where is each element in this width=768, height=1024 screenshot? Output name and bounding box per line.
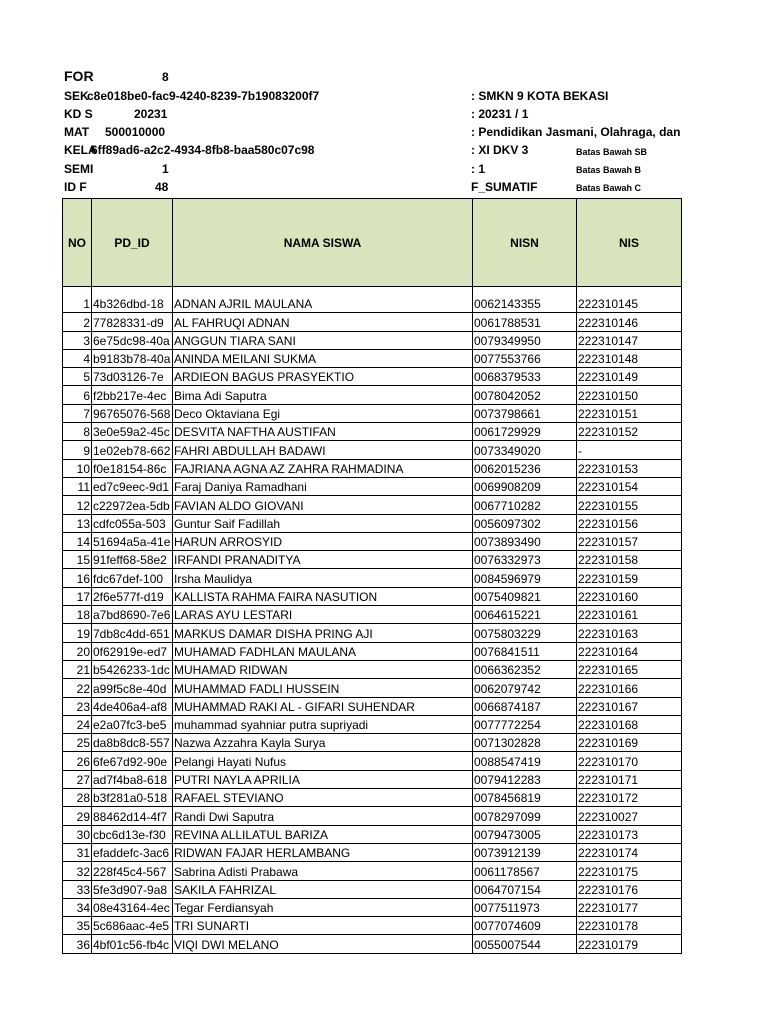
cell-pd-id: 51694a5a-41e [92, 532, 173, 550]
cell-nisn: 0073349020 [473, 441, 577, 459]
cell-nisn: 0075803229 [473, 624, 577, 642]
cell-no: 34 [63, 898, 92, 916]
cell-nisn: 0077074609 [473, 917, 577, 935]
cell-nis: 222310147 [577, 331, 682, 349]
cell-nisn: 0062143355 [473, 295, 577, 313]
column-header-nama-siswa: NAMA SISWA [173, 199, 473, 287]
cell-nisn: 0078042052 [473, 386, 577, 404]
cell-nis: 222310148 [577, 349, 682, 367]
cell-nama-siswa: PUTRI NAYLA APRILIA [173, 770, 473, 788]
cell-pd-id: cdfc055a-503 [92, 514, 173, 532]
cell-no: 13 [63, 514, 92, 532]
header-subject: : Pendidikan Jasmani, Olahraga, dan [471, 125, 681, 139]
cell-pd-id: 1e02eb78-662 [92, 441, 173, 459]
cell-no: 11 [63, 477, 92, 495]
cell-nisn: 0073893490 [473, 532, 577, 550]
header-form-type: F_SUMATIF [471, 180, 538, 194]
cell-nama-siswa: IRFANDI PRANADITYA [173, 551, 473, 569]
cell-nis: 222310164 [577, 642, 682, 660]
cell-no: 7 [63, 404, 92, 422]
header-class-name: : XI DKV 3 [471, 143, 529, 157]
cell-pd-id: 5c686aac-4e5 [92, 917, 173, 935]
cell-nama-siswa: RAFAEL STEVIANO [173, 789, 473, 807]
table-row [63, 770, 682, 788]
cell-nisn: 0061788531 [473, 313, 577, 331]
cell-no: 12 [63, 496, 92, 514]
header-period: : 20231 / 1 [471, 107, 529, 121]
header-label-form: FOR [64, 68, 94, 84]
cell-no: 36 [63, 935, 92, 953]
cell-nama-siswa: LARAS AYU LESTARI [173, 606, 473, 624]
cell-nisn: 0077553766 [473, 349, 577, 367]
cell-no: 30 [63, 825, 92, 843]
cell-nis: 222310168 [577, 715, 682, 733]
cell-no: 31 [63, 843, 92, 861]
cell-nama-siswa: RIDWAN FAJAR HERLAMBANG [173, 843, 473, 861]
spacer-cell [92, 287, 173, 296]
cell-pd-id: a7bd8690-7e6 [92, 606, 173, 624]
cell-pd-id: c22972ea-5db [92, 496, 173, 514]
cell-nis: 222310172 [577, 789, 682, 807]
cell-nisn: 0071302828 [473, 734, 577, 752]
cell-no: 9 [63, 441, 92, 459]
column-header-nisn: NISN [473, 199, 577, 287]
table-row [63, 423, 682, 441]
batas-bawah-sb: Batas Bawah SB [576, 147, 648, 157]
cell-nisn: 0073798661 [473, 404, 577, 422]
cell-nama-siswa: Sabrina Adisti Prabawa [173, 862, 473, 880]
cell-nama-siswa: FAHRI ABDULLAH BADAWI [173, 441, 473, 459]
cell-no: 14 [63, 532, 92, 550]
cell-nama-siswa: MARKUS DAMAR DISHA PRING AJI [173, 624, 473, 642]
cell-pd-id: cbc6d13e-f30 [92, 825, 173, 843]
cell-nama-siswa: Randi Dwi Saputra [173, 807, 473, 825]
cell-nisn: 0062015236 [473, 459, 577, 477]
cell-pd-id: b5426233-1dc [92, 660, 173, 678]
table-row [63, 880, 682, 898]
cell-nis: 222310027 [577, 807, 682, 825]
cell-nis: 222310163 [577, 624, 682, 642]
cell-nama-siswa: muhammad syahniar putra supriyadi [173, 715, 473, 733]
cell-nis: 222310149 [577, 368, 682, 386]
table-row [63, 843, 682, 861]
cell-nisn: 0077511973 [473, 898, 577, 916]
cell-nama-siswa: MUHAMAD FADHLAN MAULANA [173, 642, 473, 660]
table-body [63, 287, 682, 954]
header-label-semester: SEMI [64, 162, 94, 176]
table-row [63, 496, 682, 514]
cell-no: 2 [63, 313, 92, 331]
cell-nisn: 0067710282 [473, 496, 577, 514]
cell-nis: 222310176 [577, 880, 682, 898]
cell-pd-id: 2f6e577f-d19 [92, 587, 173, 605]
header-label-kd-semester: KD S [64, 107, 93, 121]
table-row [63, 917, 682, 935]
table-row [63, 789, 682, 807]
cell-pd-id: fdc67def-100 [92, 569, 173, 587]
table-row [63, 386, 682, 404]
cell-pd-id: 08e43164-4ec [92, 898, 173, 916]
spacer-cell [473, 287, 577, 296]
header-label-id-form: ID F [64, 180, 87, 194]
cell-nis: 222310169 [577, 734, 682, 752]
table-row [63, 606, 682, 624]
table-row [63, 935, 682, 953]
spacer-cell [63, 287, 92, 296]
header-value-sekolah-id: c8e018be0-fac9-4240-8239-7b19083200f7 [87, 89, 320, 103]
cell-nisn: 0061178567 [473, 862, 577, 880]
table-row [63, 532, 682, 550]
cell-nisn: 0076841511 [473, 642, 577, 660]
header-value-kd-semester: 20231 [134, 107, 168, 121]
cell-nis: 222310167 [577, 697, 682, 715]
cell-pd-id: 5fe3d907-9a8 [92, 880, 173, 898]
student-table [62, 198, 682, 954]
cell-no: 20 [63, 642, 92, 660]
cell-no: 10 [63, 459, 92, 477]
cell-no: 33 [63, 880, 92, 898]
cell-pd-id: 0f62919e-ed7 [92, 642, 173, 660]
batas-bawah-c: Batas Bawah C [576, 183, 642, 193]
cell-no: 27 [63, 770, 92, 788]
table-row [63, 752, 682, 770]
cell-pd-id: 4b326dbd-18 [92, 295, 173, 313]
spacer-cell [173, 287, 473, 296]
table-row [63, 349, 682, 367]
cell-nisn: 0078297099 [473, 807, 577, 825]
cell-nis: 222310153 [577, 459, 682, 477]
cell-nisn: 0056097302 [473, 514, 577, 532]
cell-nis: 222310170 [577, 752, 682, 770]
cell-nama-siswa: MUHAMMAD FADLI HUSSEIN [173, 679, 473, 697]
cell-pd-id: 6fe67d92-90e [92, 752, 173, 770]
header-value-kelas-id: 6ff89ad6-a2c2-4934-8fb8-baa580c07c98 [91, 143, 315, 157]
cell-no: 24 [63, 715, 92, 733]
cell-nis: 222310151 [577, 404, 682, 422]
table-row [63, 569, 682, 587]
cell-nis: 222310171 [577, 770, 682, 788]
cell-no: 15 [63, 551, 92, 569]
cell-pd-id: ad7f4ba8-618 [92, 770, 173, 788]
table-row [63, 697, 682, 715]
table-row [63, 404, 682, 422]
header-semester-value: : 1 [471, 162, 486, 176]
cell-nama-siswa: ANGGUN TIARA SANI [173, 331, 473, 349]
cell-nisn: 0064615221 [473, 606, 577, 624]
table-row [63, 441, 682, 459]
cell-nama-siswa: TRI SUNARTI [173, 917, 473, 935]
cell-nis: 222310166 [577, 679, 682, 697]
cell-no: 35 [63, 917, 92, 935]
header-label-kelas: KELA [64, 143, 97, 157]
header-label-sekolah: SEK [64, 89, 89, 103]
cell-nisn: 0088547419 [473, 752, 577, 770]
cell-no: 28 [63, 789, 92, 807]
cell-no: 29 [63, 807, 92, 825]
cell-nis: 222310154 [577, 477, 682, 495]
table-row [63, 624, 682, 642]
cell-nis: 222310155 [577, 496, 682, 514]
cell-pd-id: f0e18154-86c [92, 459, 173, 477]
cell-nama-siswa: KALLISTA RAHMA FAIRA NASUTION [173, 587, 473, 605]
cell-nama-siswa: DESVITA NAFTHA AUSTIFAN [173, 423, 473, 441]
table-row [63, 313, 682, 331]
cell-nisn: 0062079742 [473, 679, 577, 697]
table-row [63, 459, 682, 477]
cell-nama-siswa: Pelangi Hayati Nufus [173, 752, 473, 770]
cell-nis: 222310165 [577, 660, 682, 678]
header-label-mapel: MAT [64, 125, 90, 139]
table-row [63, 715, 682, 733]
cell-no: 18 [63, 606, 92, 624]
column-header-no: NO [63, 199, 92, 287]
table-row [63, 679, 682, 697]
cell-nis: 222310145 [577, 295, 682, 313]
cell-nama-siswa: ARDIEON BAGUS PRASYEKTIO [173, 368, 473, 386]
table-row [63, 514, 682, 532]
cell-pd-id: 7db8c4dd-651 [92, 624, 173, 642]
cell-nisn: 0068379533 [473, 368, 577, 386]
cell-nisn: 0079349950 [473, 331, 577, 349]
cell-pd-id: a99f5c8e-40d [92, 679, 173, 697]
cell-no: 16 [63, 569, 92, 587]
cell-nisn: 0077772254 [473, 715, 577, 733]
cell-nama-siswa: MUHAMAD RIDWAN [173, 660, 473, 678]
header-value-semester: 1 [162, 162, 169, 176]
cell-nisn: 0078456819 [473, 789, 577, 807]
cell-nama-siswa: Deco Oktaviana Egi [173, 404, 473, 422]
table-row [63, 862, 682, 880]
cell-nis: 222310174 [577, 843, 682, 861]
table-row [63, 477, 682, 495]
table-row [63, 825, 682, 843]
header-value-mapel-id: 500010000 [105, 125, 166, 139]
cell-nama-siswa: SAKILA FAHRIZAL [173, 880, 473, 898]
cell-pd-id: 96765076-568 [92, 404, 173, 422]
cell-nama-siswa: Bima Adi Saputra [173, 386, 473, 404]
table-row [63, 898, 682, 916]
cell-no: 19 [63, 624, 92, 642]
table-row [63, 587, 682, 605]
spacer-cell [577, 287, 682, 296]
cell-nis: 222310160 [577, 587, 682, 605]
cell-no: 21 [63, 660, 92, 678]
cell-nama-siswa: Nazwa Azzahra Kayla Surya [173, 734, 473, 752]
cell-nisn: 0066874187 [473, 697, 577, 715]
cell-nis: 222310159 [577, 569, 682, 587]
cell-nis: 222310156 [577, 514, 682, 532]
cell-pd-id: 4de406a4-af8 [92, 697, 173, 715]
cell-nis: 222310179 [577, 935, 682, 953]
cell-nisn: 0075409821 [473, 587, 577, 605]
cell-nis: 222310173 [577, 825, 682, 843]
header-value-form: 8 [162, 70, 169, 84]
cell-pd-id: 228f45c4-567 [92, 862, 173, 880]
table-spacer-row [63, 287, 682, 296]
cell-no: 6 [63, 386, 92, 404]
cell-no: 22 [63, 679, 92, 697]
cell-no: 17 [63, 587, 92, 605]
cell-nama-siswa: VIQI DWI MELANO [173, 935, 473, 953]
cell-nis: 222310178 [577, 917, 682, 935]
table-row [63, 642, 682, 660]
cell-no: 23 [63, 697, 92, 715]
cell-nisn: 0066362352 [473, 660, 577, 678]
cell-pd-id: 4bf01c56-fb4c [92, 935, 173, 953]
table-row [63, 807, 682, 825]
cell-nis: 222310152 [577, 423, 682, 441]
cell-pd-id: b3f281a0-518 [92, 789, 173, 807]
cell-nisn: 0055007544 [473, 935, 577, 953]
cell-nama-siswa: Faraj Daniya Ramadhani [173, 477, 473, 495]
cell-pd-id: e2a07fc3-be5 [92, 715, 173, 733]
cell-no: 8 [63, 423, 92, 441]
table-header-row [63, 199, 682, 287]
cell-nisn: 0079473005 [473, 825, 577, 843]
cell-nis: 222310158 [577, 551, 682, 569]
cell-nisn: 0064707154 [473, 880, 577, 898]
cell-nama-siswa: Irsha Maulidya [173, 569, 473, 587]
cell-nis: 222310175 [577, 862, 682, 880]
cell-nama-siswa: ADNAN AJRIL MAULANA [173, 295, 473, 313]
cell-pd-id: b9183b78-40a [92, 349, 173, 367]
cell-nis: - [577, 441, 682, 459]
cell-nisn: 0076332973 [473, 551, 577, 569]
cell-nama-siswa: FAVIAN ALDO GIOVANI [173, 496, 473, 514]
cell-pd-id: efaddefc-3ac6 [92, 843, 173, 861]
cell-no: 26 [63, 752, 92, 770]
cell-nama-siswa: Guntur Saif Fadillah [173, 514, 473, 532]
cell-pd-id: 3e0e59a2-45c [92, 423, 173, 441]
header-school-name: : SMKN 9 KOTA BEKASI [471, 89, 609, 103]
cell-nama-siswa: HARUN ARROSYID [173, 532, 473, 550]
cell-nis: 222310157 [577, 532, 682, 550]
cell-nisn: 0073912139 [473, 843, 577, 861]
cell-nama-siswa: MUHAMMAD RAKI AL - GIFARI SUHENDAR [173, 697, 473, 715]
cell-pd-id: 77828331-d9 [92, 313, 173, 331]
cell-nisn: 0061729929 [473, 423, 577, 441]
cell-pd-id: 6e75dc98-40a [92, 331, 173, 349]
cell-no: 4 [63, 349, 92, 367]
batas-bawah-b: Batas Bawah B [576, 165, 642, 175]
cell-nama-siswa: ANINDA MEILANI SUKMA [173, 349, 473, 367]
cell-nisn: 0069908209 [473, 477, 577, 495]
cell-nis: 222310146 [577, 313, 682, 331]
cell-no: 25 [63, 734, 92, 752]
cell-no: 5 [63, 368, 92, 386]
cell-no: 1 [63, 295, 92, 313]
cell-pd-id: 91feff68-58e2 [92, 551, 173, 569]
cell-nis: 222310161 [577, 606, 682, 624]
table-row [63, 660, 682, 678]
table-row [63, 295, 682, 313]
cell-no: 3 [63, 331, 92, 349]
cell-nama-siswa: REVINA ALLILATUL BARIZA [173, 825, 473, 843]
cell-pd-id: da8b8dc8-557 [92, 734, 173, 752]
column-header-nis: NIS [577, 199, 682, 287]
cell-pd-id: ed7c9eec-9d1 [92, 477, 173, 495]
cell-pd-id: f2bb217e-4ec [92, 386, 173, 404]
cell-nama-siswa: AL FAHRUQI ADNAN [173, 313, 473, 331]
table-row [63, 368, 682, 386]
cell-nama-siswa: Tegar Ferdiansyah [173, 898, 473, 916]
cell-pd-id: 88462d14-4f7 [92, 807, 173, 825]
cell-no: 32 [63, 862, 92, 880]
cell-nisn: 0084596979 [473, 569, 577, 587]
cell-nis: 222310177 [577, 898, 682, 916]
cell-nisn: 0079412283 [473, 770, 577, 788]
header-value-id-form: 48 [155, 180, 169, 194]
cell-pd-id: 73d03126-7e [92, 368, 173, 386]
table-row [63, 734, 682, 752]
table-row [63, 551, 682, 569]
column-header-pd-id: PD_ID [92, 199, 173, 287]
table-row [63, 331, 682, 349]
cell-nama-siswa: FAJRIANA AGNA AZ ZAHRA RAHMADINA [173, 459, 473, 477]
cell-nis: 222310150 [577, 386, 682, 404]
